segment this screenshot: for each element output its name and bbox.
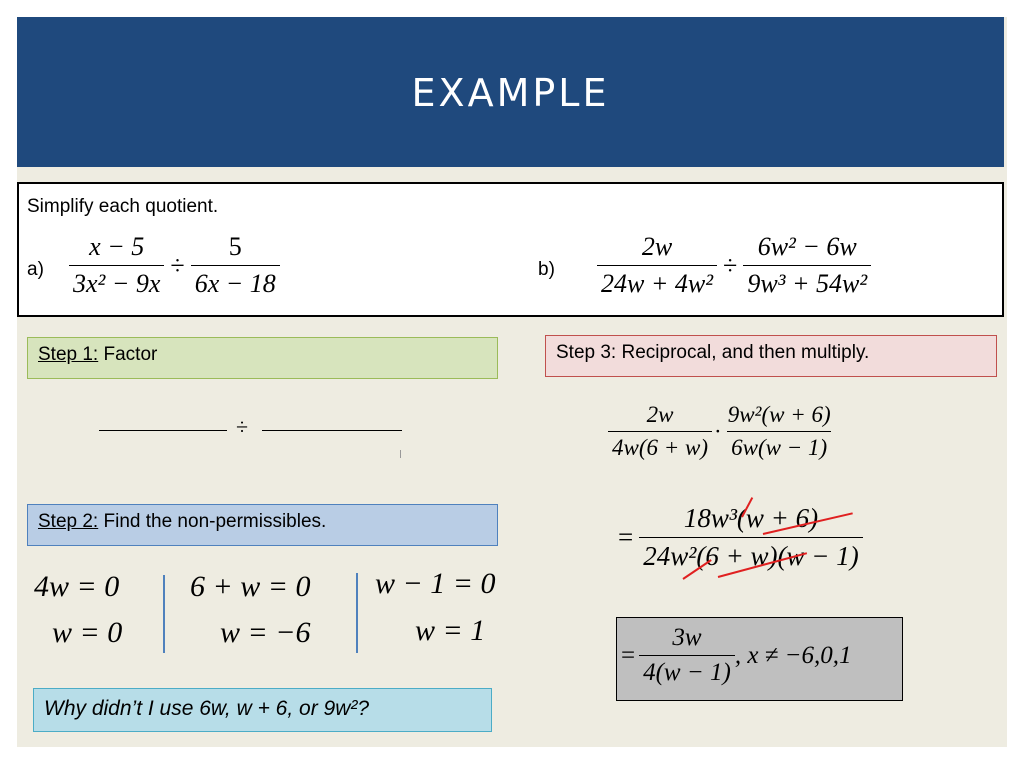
equation-divider-1 (163, 575, 165, 653)
answer-fraction (639, 624, 735, 687)
product-right-denominator: 6w(w − 1) (727, 431, 831, 461)
product-left-denominator: 4w(6 + w) (608, 431, 712, 461)
step-1-blank-left (99, 430, 227, 431)
product-right-numerator: 9w²(w + 6) (727, 402, 831, 427)
title-banner (17, 17, 1004, 167)
equation-3-line-1: w − 1 = 0 (375, 567, 496, 600)
part-a-right-denominator: 6x − 18 (191, 265, 280, 299)
part-b-left-denominator: 24w + 4w² (597, 265, 717, 299)
part-b-right-denominator: 9w³ + 54w² (743, 265, 871, 299)
part-a-label: a) (27, 259, 44, 280)
equation-1-line-2: w = 0 (52, 616, 123, 649)
part-b-left-numerator: 2w (641, 232, 673, 261)
product-left-fraction (608, 402, 712, 461)
combined-fraction-body (639, 503, 863, 572)
part-b-left-fraction (597, 232, 717, 299)
part-a-left-fraction (69, 232, 164, 299)
combined-fraction (618, 503, 863, 572)
part-a-expression (69, 232, 280, 299)
product-left-numerator: 2w (646, 402, 674, 427)
part-b-label: b) (538, 259, 555, 280)
final-answer-box (616, 617, 903, 701)
part-b-right-fraction (743, 232, 871, 299)
product-right-fraction (724, 402, 835, 461)
combined-numerator: 18w³(w + 6) (683, 503, 819, 533)
step-3-box: Step 3: Reciprocal, and then multiply. (545, 335, 997, 377)
step-2-box (27, 504, 498, 546)
step-2-name: Step 2: (38, 511, 99, 532)
step-1-text: Factor (98, 344, 158, 365)
problem-box (17, 182, 1004, 317)
part-b-expression (597, 232, 871, 299)
equation-1-line-1: 4w = 0 (34, 570, 120, 603)
combined-denominator: 24w²(6 + w)(w − 1) (639, 537, 863, 572)
part-b-operator: ÷ (723, 250, 738, 280)
part-a-operator: ÷ (170, 250, 185, 280)
product-operator: · (714, 418, 722, 444)
equation-2-line-1: 6 + w = 0 (190, 570, 311, 603)
step-1-blank-operator: ÷ (236, 414, 249, 439)
equation-divider-2 (356, 573, 358, 653)
answer-numerator: 3w (672, 624, 702, 651)
step-1-tick-mark (400, 450, 401, 458)
equation-2-line-2: w = −6 (220, 616, 311, 649)
step-1-name: Step 1: (38, 344, 99, 365)
part-b-right-numerator: 6w² − 6w (757, 232, 857, 261)
answer-restriction: , x ≠ −6,0,1 (734, 641, 852, 669)
slide-title: EXAMPLE (411, 71, 610, 115)
answer-denominator: 4(w − 1) (639, 655, 735, 687)
answer-equals: = (621, 641, 636, 669)
equation-3-line-2: w = 1 (415, 614, 486, 647)
part-a-left-numerator: x − 5 (89, 232, 145, 261)
part-a-left-denominator: 3x² − 9x (69, 265, 164, 299)
question-box: Why didn’t I use 6w, w + 6, or 9w²? (33, 688, 492, 732)
part-a-right-numerator: 5 (228, 232, 242, 261)
part-a-right-fraction (191, 232, 280, 299)
step-2-text: Find the non-permissibles. (98, 511, 327, 532)
combined-equals: = (618, 522, 634, 552)
step-1-blank-right (262, 430, 402, 431)
reciprocal-product (608, 402, 835, 461)
problem-prompt: Simplify each quotient. (27, 196, 219, 217)
final-answer (621, 624, 852, 687)
step-1-box (27, 337, 498, 379)
